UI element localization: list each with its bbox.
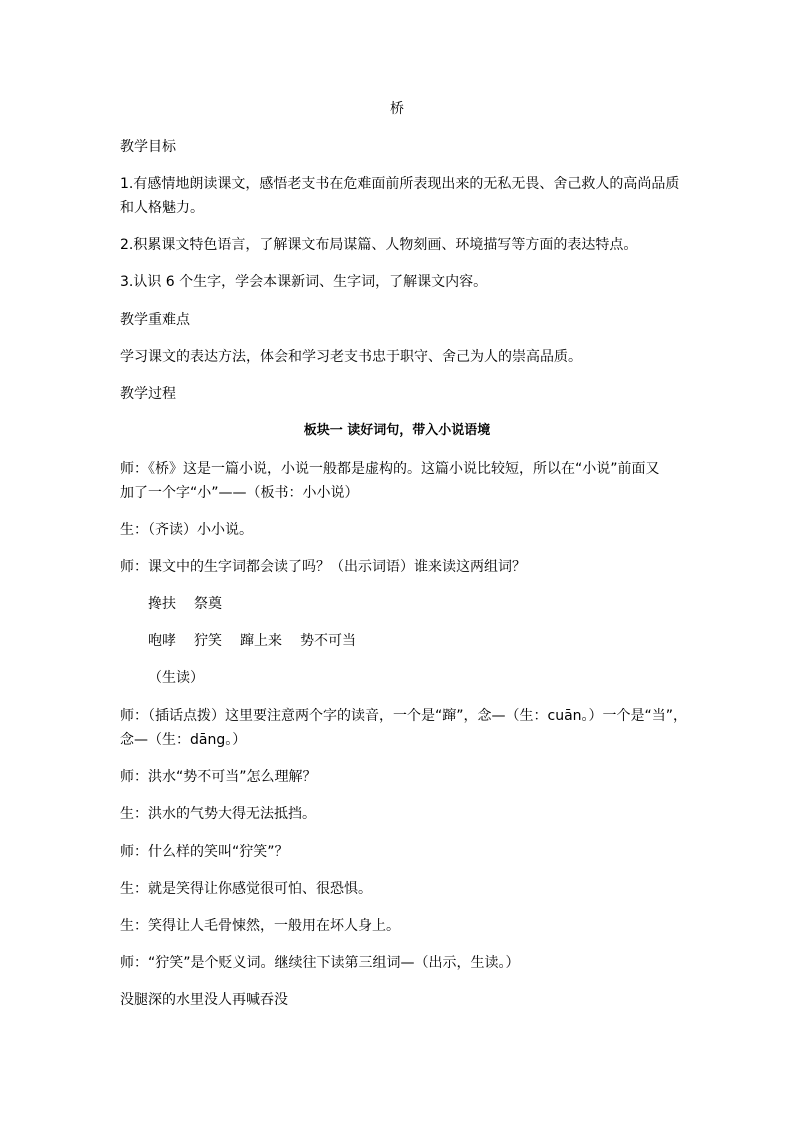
goal-1-line-2: 和人格魅力。: [120, 200, 204, 216]
word-group-2: [148, 631, 374, 651]
goal-3: 3.认识 6 个生字，学会本课新词、生字词，了解课文内容。: [120, 274, 488, 290]
paragraph-5: 师：洪水“势不可当”怎么理解？: [120, 769, 317, 785]
paragraph-8: 生：就是笑得让你感觉很可怕、很恐惧。: [120, 881, 372, 897]
paragraph-7: 师：什么样的笑叫“狞笑”？: [120, 844, 289, 860]
paragraph-10: 师：“狞笑”是个贬义词。继续往下读第三组词—（出示，生读。）: [120, 955, 520, 971]
students-read: （生读）: [148, 670, 204, 686]
word-item: 势不可当: [300, 633, 356, 649]
word-item: 蹿上来: [240, 633, 282, 649]
difficulty-heading: 教学重难点: [120, 312, 190, 328]
goals-heading: 教学目标: [120, 139, 176, 155]
paragraph-6: 生：洪水的气势大得无法抵挡。: [120, 806, 316, 822]
word-item: 狞笑: [194, 633, 222, 649]
word-item: 搀扶: [148, 596, 176, 612]
goal-2: 2.积累课文特色语言，了解课文布局谋篇、人物刻画、环境描写等方面的表达特点。: [120, 237, 638, 253]
word-item: 祭奠: [194, 596, 222, 612]
word-item: 咆哮: [148, 633, 176, 649]
paragraph-11: 没腿深的水里没人再喊吞没: [120, 992, 288, 1008]
paragraph-4-line-1: 师：（插话点拨）这里要注意两个字的读音，一个是“蹿”，念—（生：cuān。）一个是“当”，: [120, 708, 688, 724]
section-1-heading: 板块一 读好词句，带入小说语境: [303, 423, 491, 438]
document-title: 桥: [390, 101, 404, 117]
paragraph-4-line-2: 念—（生：dāng。）: [120, 732, 247, 748]
paragraph-3: 师：课文中的生字词都会读了吗？（出示词语）谁来读这两组词？: [120, 559, 526, 575]
goal-1-line-1: 1.有感情地朗读课文，感悟老支书在危难面前所表现出来的无私无畏、舍己救人的高尚品质: [120, 176, 680, 192]
word-group-1: [148, 594, 240, 614]
process-heading: 教学过程: [120, 386, 176, 402]
paragraph-1-line-2: 加了一个字“小”——（板书：小小说）: [120, 485, 359, 501]
paragraph-2: 生：（齐读）小小说。: [120, 522, 253, 538]
paragraph-1-line-1: 师：《桥》这是一篇小说，小说一般都是虚构的。这篇小说比较短，所以在“小说”前面又: [120, 461, 660, 477]
paragraph-9: 生：笑得让人毛骨悚然，一般用在坏人身上。: [120, 918, 400, 934]
difficulty-text: 学习课文的表达方法，体会和学习老支书忠于职守、舍己为人的崇高品质。: [120, 349, 582, 365]
